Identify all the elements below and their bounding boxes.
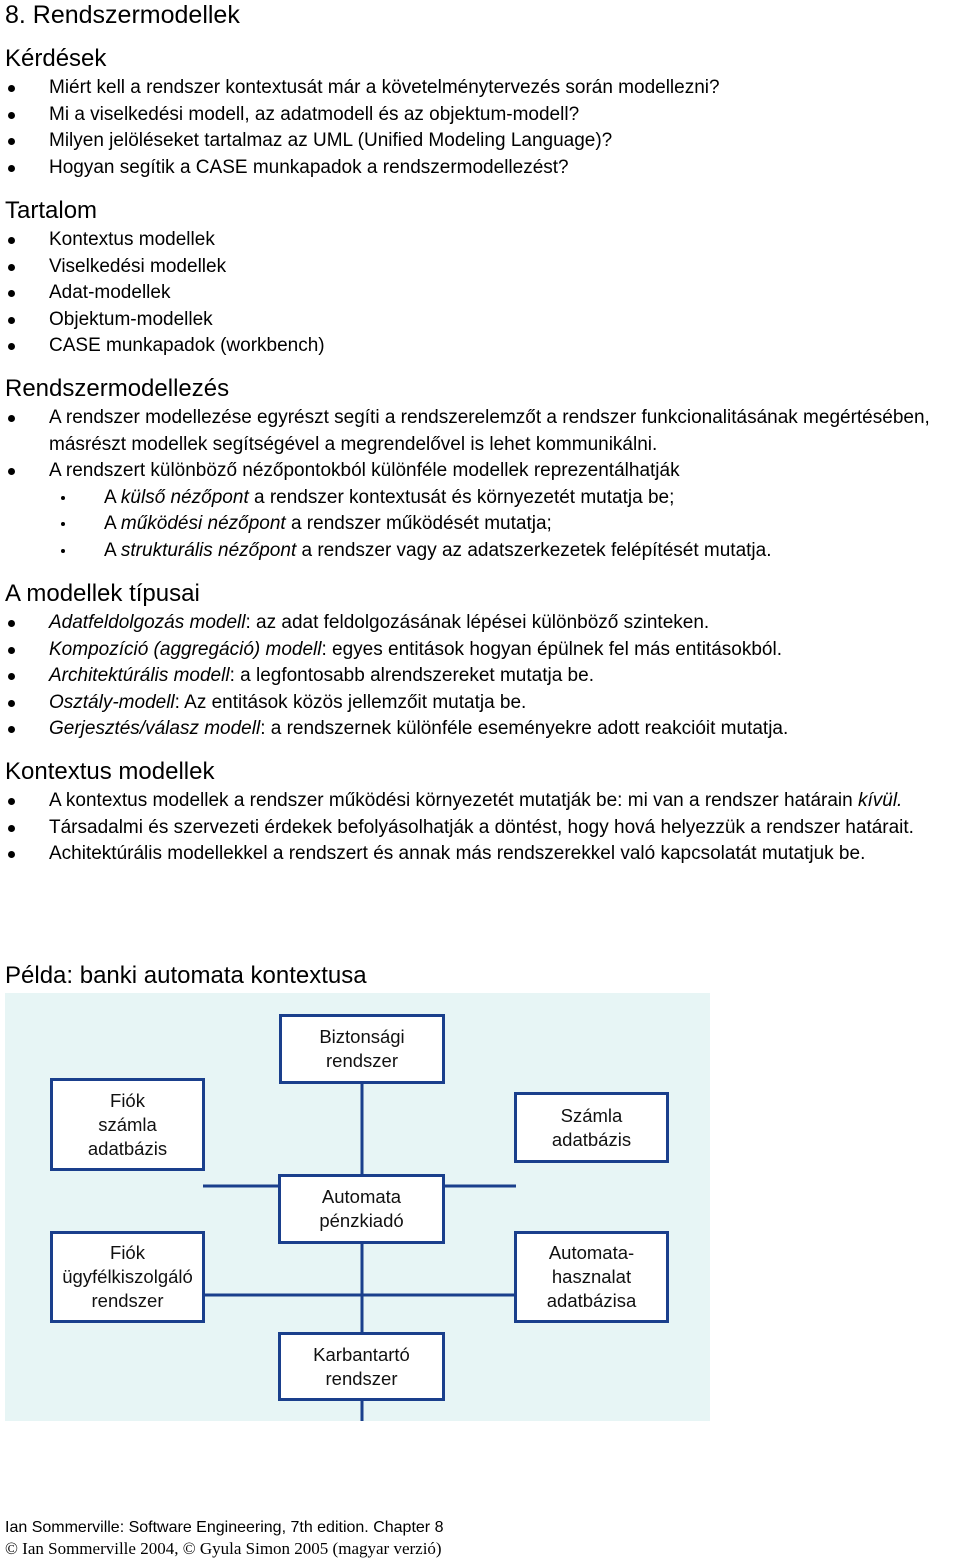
list-item: Hogyan segítik a CASE munkapadok a rendszermodellezést? <box>0 155 955 182</box>
list-item-text: A rendszert különböző nézőpontokból különféle modellek reprezentálhatják <box>49 460 680 481</box>
context-heading: Kontextus modellek <box>5 758 215 785</box>
type-desc: : az adat feldolgozásának lépései különböző szinteken. <box>245 612 710 633</box>
sub-text: a rendszer kontextusát és környezetét mutatja be; <box>248 486 675 508</box>
context-emphasis: kívül. <box>857 790 903 811</box>
types-heading: A modellek típusai <box>5 580 200 607</box>
context-list <box>0 788 955 868</box>
type-name: Osztály-modell <box>49 691 175 713</box>
list-item <box>0 610 955 637</box>
page-title: 8. Rendszermodellek <box>5 1 240 29</box>
list-item <box>0 788 955 815</box>
box-atm: Automata pénzkiadó <box>278 1174 445 1244</box>
sublist-item <box>49 538 955 565</box>
list-item: Objektum-modellek <box>0 307 955 334</box>
list-item: Milyen jelöléseket tartalmaz az UML (Unified Modeling Language)? <box>0 128 955 155</box>
box-branch-service-system: Fiók ügyfélkiszolgáló rendszer <box>50 1231 205 1323</box>
sub-emphasis: működési nézőpont <box>120 513 286 534</box>
atm-context-diagram <box>5 993 710 1421</box>
box-invoice-database: Számla adatbázis <box>514 1092 669 1163</box>
list-item: Mi a viselkedési modell, az adatmodell és az objektum-modell? <box>0 102 955 129</box>
sub-text: A <box>104 486 121 508</box>
questions-heading: Kérdések <box>5 45 107 72</box>
contents-heading: Tartalom <box>5 197 98 224</box>
type-desc: : a legfontosabb alrendszereket mutatja be. <box>229 665 594 686</box>
list-item <box>0 716 955 743</box>
type-desc: : Az entitások közös jellemzőit mutatja be. <box>174 691 527 713</box>
questions-list <box>0 75 955 181</box>
type-name: Gerjesztés/válasz modell <box>49 718 261 739</box>
sub-emphasis: strukturális nézőpont <box>120 539 297 561</box>
sub-text: A <box>104 539 121 561</box>
modeling-list <box>0 405 955 564</box>
viewpoint-sublist <box>49 485 955 565</box>
list-item: Társadalmi és szervezeti érdekek befolyásolhatják a döntést, hogy hová helyezzük a rendszer határait. <box>0 815 955 842</box>
footer-source: Ian Sommerville: Software Engineering, 7th edition. Chapter 8 <box>5 1519 444 1536</box>
example-heading: Példa: banki automata kontextusa <box>5 962 367 989</box>
modeling-heading: Rendszermodellezés <box>5 375 230 402</box>
type-name: Kompozíció (aggregáció) modell <box>49 638 322 660</box>
list-item: Viselkedési modellek <box>0 254 955 281</box>
box-security-system: Biztonsági rendszer <box>279 1014 445 1084</box>
types-list <box>0 610 955 743</box>
context-text: A kontextus modellek a rendszer működési környezetét mutatják be: mi van a rendszer határain <box>49 790 858 811</box>
list-item: A rendszer modellezése egyrészt segíti a rendszerelemzőt a rendszer funkcionalitásának megértésében, másrészt modellek segítségével a megrendelővel is lehet kommunikálni. <box>0 405 955 458</box>
list-item: Adat-modellek <box>0 280 955 307</box>
list-item: CASE munkapadok (workbench) <box>0 333 955 360</box>
type-desc: : a rendszernek különféle eseményekre adott reakcióit mutatja. <box>260 718 789 739</box>
list-item <box>0 663 955 690</box>
contents-list <box>0 227 955 360</box>
sub-emphasis: külső nézőpont <box>120 486 249 508</box>
list-item <box>0 458 955 564</box>
sublist-item <box>49 511 955 538</box>
sub-text: A <box>104 513 121 534</box>
list-item <box>0 690 955 717</box>
list-item <box>0 637 955 664</box>
list-item: Miért kell a rendszer kontextusát már a követelménytervezés során modellezni? <box>0 75 955 102</box>
list-item: Kontextus modellek <box>0 227 955 254</box>
box-maintenance-system: Karbantartó rendszer <box>278 1332 445 1401</box>
footer-copyright: © Ian Sommerville 2004, © Gyula Simon 2005 (magyar verzió) <box>5 1539 442 1558</box>
sub-text: a rendszer működését mutatja; <box>285 513 552 534</box>
box-usage-database: Automata- hasznalat adatbázisa <box>514 1231 669 1323</box>
type-name: Adatfeldolgozás modell <box>49 612 246 633</box>
sublist-item <box>49 485 955 512</box>
type-desc: : egyes entitások hogyan épülnek fel más entitásokból. <box>321 638 782 660</box>
box-account-database: Fiók számla adatbázis <box>50 1078 205 1171</box>
list-item: Achitektúrális modellekkel a rendszert és annak más rendszerekkel való kapcsolatát mutatjuk be. <box>0 841 955 868</box>
type-name: Architektúrális modell <box>49 665 230 686</box>
sub-text: a rendszer vagy az adatszerkezetek felépítését mutatja. <box>296 539 772 561</box>
